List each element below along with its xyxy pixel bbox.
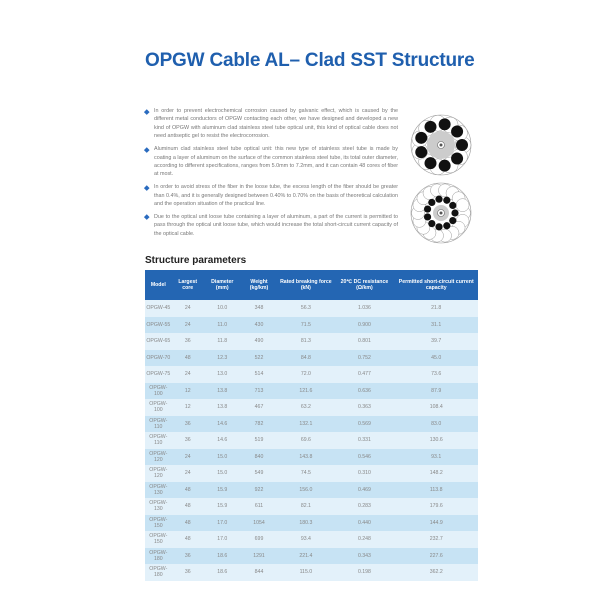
table-cell: 13.0 [204,366,241,383]
table-row [145,564,478,581]
column-header: Rated breaking force (kN) [277,270,334,300]
table-cell: 36 [172,333,204,350]
table-cell: 24 [172,366,204,383]
column-header: Diameter (mm) [204,270,241,300]
table-cell: 21.8 [394,300,478,317]
table-cell: 362.2 [394,564,478,581]
table-row [145,350,478,367]
table-cell: OPGW-100 [145,399,172,416]
column-header: Weight (kg/km) [241,270,278,300]
table-cell: 56.3 [277,300,334,317]
table-cell: 348 [241,300,278,317]
table-row [145,300,478,317]
table-cell: 14.6 [204,416,241,433]
table-cell: 82.1 [277,498,334,515]
table-cell: 430 [241,317,278,334]
table-cell: OPGW-130 [145,498,172,515]
table-cell: 11.0 [204,317,241,334]
column-header: Model [145,270,172,300]
table-cell: 0.477 [334,366,394,383]
table-cell: 36 [172,416,204,433]
column-header: Largest core [172,270,204,300]
table-cell: 0.801 [334,333,394,350]
table-cell: 45.0 [394,350,478,367]
table-cell: 713 [241,383,278,400]
table-cell: 0.469 [334,482,394,499]
table-cell: 0.331 [334,432,394,449]
table-row [145,482,478,499]
table-cell: 0.363 [334,399,394,416]
cable-cross-section-1 [409,113,473,177]
table-cell: OPGW-45 [145,300,172,317]
table-row [145,333,478,350]
table-cell: 121.6 [277,383,334,400]
table-cell: 39.7 [394,333,478,350]
table-cell: OPGW-180 [145,564,172,581]
table-cell: 130.6 [394,432,478,449]
table-row [145,399,478,416]
table-cell: 12 [172,383,204,400]
table-cell: 0.636 [334,383,394,400]
table-row [145,416,478,433]
table-cell: 0.569 [334,416,394,433]
table-row [145,465,478,482]
table-cell: 0.198 [334,564,394,581]
table-cell: 840 [241,449,278,466]
table-cell: OPGW-100 [145,383,172,400]
table-cell: 0.248 [334,531,394,548]
cable-cross-section-2 [409,181,473,245]
table-cell: 36 [172,564,204,581]
table-cell: OPGW-110 [145,416,172,433]
table-cell: 1291 [241,548,278,565]
table-cell: 48 [172,482,204,499]
column-header: Permitted short-circuit current capacity [394,270,478,300]
bullet-item: In order to avoid stress of the fiber in the loose tube, the excess length of the fiber should be greater than 0.4%, and it is generally designed between 0.40% to 0.70% on the basis of theoretical calculation and the operation situation of the practical line. [145,183,398,208]
table-cell: 15.9 [204,498,241,515]
structure-parameters-table [145,270,478,581]
table-cell: 514 [241,366,278,383]
table-cell: 18.6 [204,548,241,565]
table-cell: 63.2 [277,399,334,416]
table-cell: 71.5 [277,317,334,334]
table-cell: 13.8 [204,399,241,416]
table-cell: 12.3 [204,350,241,367]
table-cell: 36 [172,548,204,565]
table-cell: 17.0 [204,531,241,548]
table-cell: 467 [241,399,278,416]
table-cell: 72.0 [277,366,334,383]
table-cell: 48 [172,531,204,548]
table-cell: OPGW-110 [145,432,172,449]
table-cell: 73.6 [394,366,478,383]
table-cell: OPGW-130 [145,482,172,499]
table-cell: 18.6 [204,564,241,581]
table-cell: 48 [172,350,204,367]
table-cell: 221.4 [277,548,334,565]
table-cell: 132.1 [277,416,334,433]
table-cell: OPGW-180 [145,548,172,565]
table-cell: 699 [241,531,278,548]
table-cell: 31.1 [394,317,478,334]
table-row [145,531,478,548]
table-cell: 0.310 [334,465,394,482]
table-cell: OPGW-55 [145,317,172,334]
table-cell: 156.0 [277,482,334,499]
table-row [145,449,478,466]
column-header: 20℃ DC resistance (Ω/km) [334,270,394,300]
table-cell: 81.3 [277,333,334,350]
table-cell: 15.0 [204,449,241,466]
table-cell: 87.9 [394,383,478,400]
table-header-row [145,270,478,300]
table-cell: OPGW-150 [145,515,172,532]
table-cell: 179.6 [394,498,478,515]
table-cell: 0.752 [334,350,394,367]
table-cell: 93.4 [277,531,334,548]
section-title: Structure parameters [145,255,247,266]
table-cell: 83.0 [394,416,478,433]
table-cell: 180.3 [277,515,334,532]
table-cell: 143.8 [277,449,334,466]
table-cell: 227.6 [394,548,478,565]
table-row [145,548,478,565]
table-cell: 519 [241,432,278,449]
table-cell: 113.8 [394,482,478,499]
table-cell: 0.343 [334,548,394,565]
table-row [145,317,478,334]
table-cell: OPGW-150 [145,531,172,548]
table-cell: 782 [241,416,278,433]
table-cell: OPGW-120 [145,449,172,466]
table-cell: 115.0 [277,564,334,581]
table-cell: 1.036 [334,300,394,317]
table-row [145,366,478,383]
table-cell: 844 [241,564,278,581]
table-row [145,515,478,532]
table-row [145,432,478,449]
table-cell: 0.546 [334,449,394,466]
table-cell: 12 [172,399,204,416]
table-cell: 69.6 [277,432,334,449]
table-cell: 24 [172,317,204,334]
table-cell: 922 [241,482,278,499]
table-cell: 14.6 [204,432,241,449]
table-cell: 15.0 [204,465,241,482]
table-cell: 490 [241,333,278,350]
table-cell: OPGW-70 [145,350,172,367]
table-cell: OPGW-120 [145,465,172,482]
table-cell: OPGW-65 [145,333,172,350]
table-cell: 36 [172,432,204,449]
table-cell: OPGW-75 [145,366,172,383]
table-row [145,498,478,515]
table-cell: 0.900 [334,317,394,334]
table-cell: 11.8 [204,333,241,350]
table-row [145,383,478,400]
bullet-list [145,107,398,243]
table-cell: 10.0 [204,300,241,317]
table-cell: 0.440 [334,515,394,532]
table-cell: 108.4 [394,399,478,416]
table-cell: 0.283 [334,498,394,515]
table-cell: 232.7 [394,531,478,548]
bullet-item: Due to the optical unit loose tube containing a layer of aluminum, a part of the current is permitted to pass through the optical unit loose tube, which would increase the total short-circuit current capacity of the optical cable. [145,213,398,238]
table-cell: 24 [172,300,204,317]
table-cell: 611 [241,498,278,515]
table-cell: 549 [241,465,278,482]
table-cell: 48 [172,498,204,515]
table-cell: 17.0 [204,515,241,532]
table-cell: 84.8 [277,350,334,367]
table-cell: 24 [172,449,204,466]
table-cell: 93.1 [394,449,478,466]
table-cell: 148.2 [394,465,478,482]
table-cell: 48 [172,515,204,532]
table-cell: 74.5 [277,465,334,482]
page-title: OPGW Cable AL– Clad SST Structure [145,50,475,71]
table-cell: 13.8 [204,383,241,400]
table-cell: 24 [172,465,204,482]
table-cell: 15.9 [204,482,241,499]
bullet-item: In order to prevent electrochemical corrosion caused by galvanic effect, which is caused by the different metal conductors of OPGW contacting each other, we have designed and developed a new kind of OPGW with aluminum clad stainless steel tube optical unit, this kind of optical cable does not need antiseptic gel to resist the electrocorrosion. [145,107,398,141]
table-cell: 1054 [241,515,278,532]
table-cell: 522 [241,350,278,367]
bullet-item: Aluminum clad stainless steel tube optical unit: this new type of stainless steel tube is made by coating a layer of aluminum on the surface of the common stainless steel tube, its total outer diameter, according to different specifications, ranges from 5.0mm to 7.2mm, and it can contain 48 cores of fiber at most. [145,145,398,179]
table-cell: 144.9 [394,515,478,532]
